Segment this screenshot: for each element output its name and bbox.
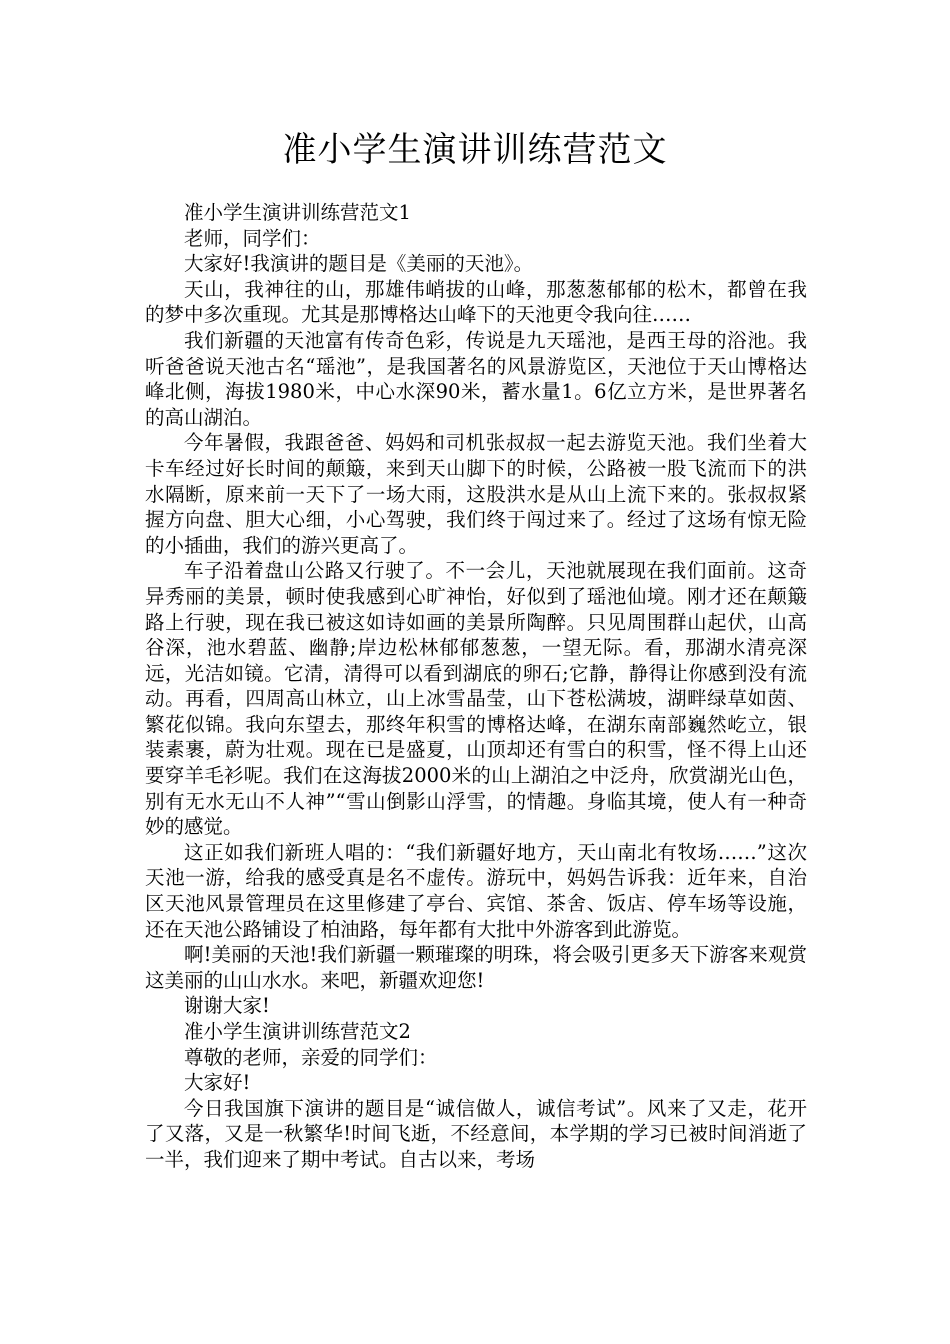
paragraph: 车子沿着盘山公路又行驶了。不一会儿，天池就展现在我们面前。这奇异秀丽的美景，顿时使我感到心旷神怡，好似到了瑶池仙境。刚才还在颠簸路上行驶，现在我已被这如诗如画的美景所陶醉。只见周围群山起伏，山高谷深，池水碧蓝、幽静;岸边松林郁郁葱葱，一望无际。看，那湖水清亮深远，光洁如镜。它清，清得可以看到湖底的卵石;它静，静得让你感到没有流动。再看，四周高山林立，山上冰雪晶莹，山下苍松满坡，湖畔绿草如茵、繁花似锦。我向东望去，那终年积雪的博格达峰，在湖东南部巍然屹立，银装素裹，蔚为壮观。现在已是盛夏，山顶却还有雪白的积雪，怪不得上山还要穿羊毛衫呢。我们在这海拔2000米的山上湖泊之中泛舟，欣赏湖光山色，别有无水无山不人神”“雪山倒影山浮雪，的情趣。身临其境，使人有一种奇妙的感觉。 bbox=[145, 559, 807, 839]
paragraph: 大家好! bbox=[184, 1071, 251, 1095]
paragraph: 老师，同学们： bbox=[184, 226, 321, 250]
document-title: 准小学生演讲训练营范文 bbox=[282, 130, 668, 170]
paragraph: 准小学生演讲训练营范文2 bbox=[184, 1020, 411, 1043]
paragraph: 尊敬的老师，亲爱的同学们： bbox=[184, 1045, 438, 1069]
paragraph: 这正如我们新班人唱的：“我们新疆好地方，天山南北有牧场……”这次天池一游，给我的感受真是名不虚传。游玩中，妈妈告诉我：近年来，自治区天池风景管理员在这里修建了亭台、宾馆、茶舍、饭店、停车场等设施，还在天池公路铺设了柏油路，每年都有大批中外游客到此游览。 bbox=[145, 840, 807, 941]
paragraph: 今年暑假，我跟爸爸、妈妈和司机张叔叔一起去游览天池。我们坐着大卡车经过好长时间的颠簸，来到天山脚下的时候，公路被一股飞流而下的洪水隔断，原来前一天下了一场大雨，这股洪水是从山上流下来的。张叔叔紧握方向盘、胆大心细，小心驾驶，我们终于闯过来了。经过了这场有惊无险的小插曲，我们的游兴更高了。 bbox=[145, 431, 807, 557]
paragraph: 大家好!我演讲的题目是《美丽的天池》。 bbox=[184, 252, 534, 276]
paragraph: 今日我国旗下演讲的题目是“诚信做人，诚信考试”。风来了又走，花开了又落，又是一秋繁华!时间飞逝，不经意间，本学期的学习已被时间消逝了一半，我们迎来了期中考试。自古以来，考场 bbox=[145, 1096, 807, 1171]
paragraph: 啊!美丽的天池!我们新疆一颗璀璨的明珠，将会吸引更多天下游客来观赏这美丽的山山水水。来吧，新疆欢迎您! bbox=[145, 943, 807, 992]
paragraph: 谢谢大家! bbox=[184, 994, 270, 1018]
document-body bbox=[145, 200, 807, 1173]
paragraph: 准小学生演讲训练营范文1 bbox=[184, 201, 411, 224]
paragraph: 天山，我神往的山，那雄伟峭拔的山峰，那葱葱郁郁的松木，都曾在我的梦中多次重现。尤其是那博格达山峰下的天池更令我向往…… bbox=[145, 277, 807, 327]
paragraph: 我们新疆的天池富有传奇色彩，传说是九天瑶池，是西王母的浴池。我听爸爸说天池古名“瑶池”，是我国著名的风景游览区，天池位于天山博格达峰北侧，海拔1980米，中心水深90米，蓄水量1。6亿立方米，是世界著名的高山湖泊。 bbox=[145, 328, 807, 429]
